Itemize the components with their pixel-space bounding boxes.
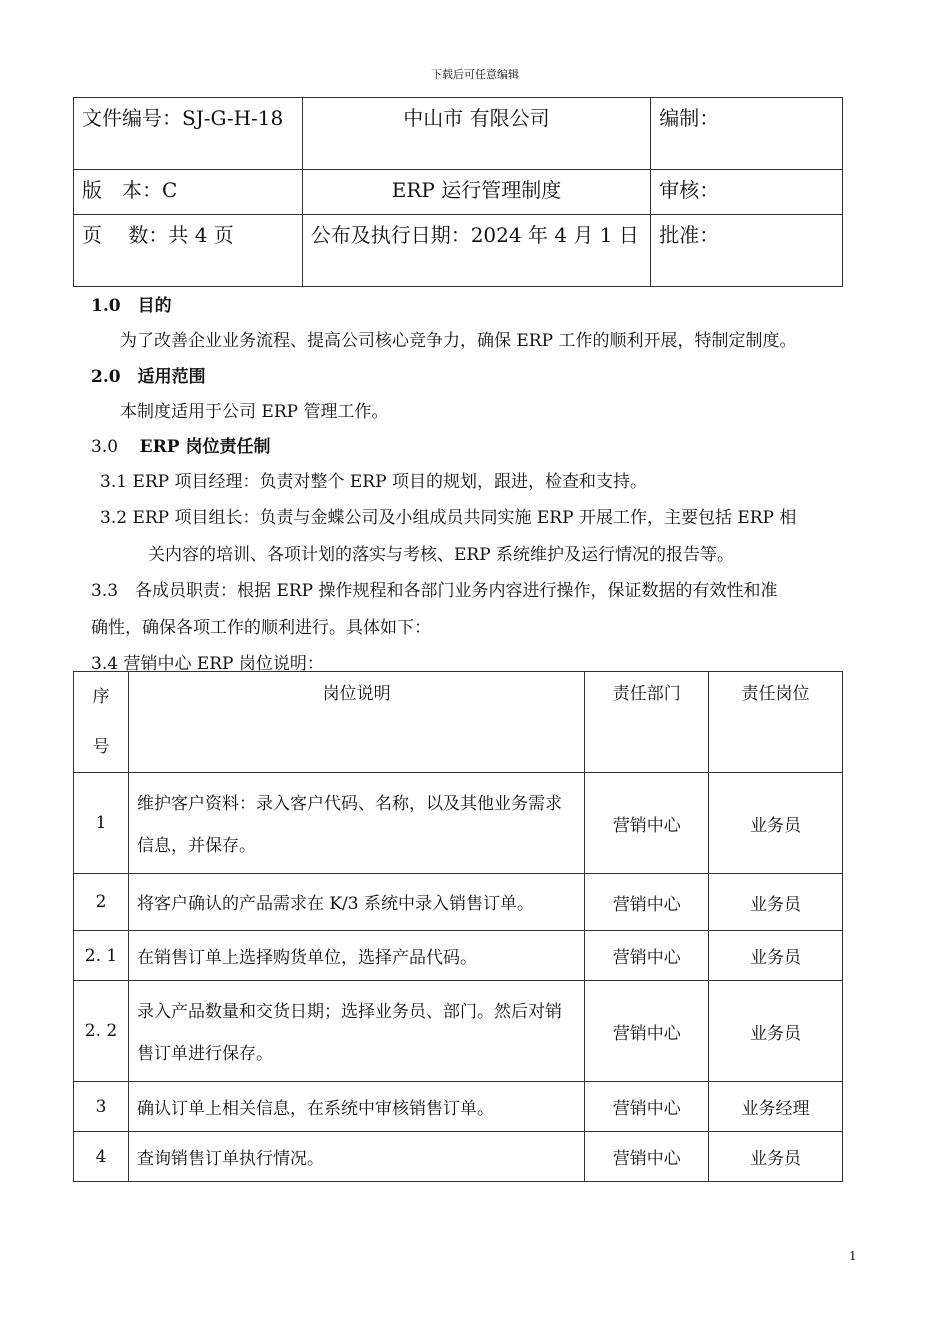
approved-by: 批准： bbox=[651, 215, 843, 287]
header-seq-line-1: 序 bbox=[92, 687, 110, 707]
row-desc: 查询销售订单执行情况。 bbox=[128, 1132, 584, 1182]
page-count: 页 数：共 4 页 bbox=[74, 215, 303, 287]
section-2-text: 本制度适用于公司 ERP 管理工作。 bbox=[120, 402, 389, 422]
section-2-heading: 2.0 适用范围 bbox=[91, 367, 206, 387]
row-dept: 营销中心 bbox=[585, 1082, 709, 1132]
row-seq: 1 bbox=[74, 773, 129, 874]
row-dept: 营销中心 bbox=[585, 874, 709, 931]
top-note: 下载后可任意编辑 bbox=[431, 68, 519, 81]
row-post: 业务员 bbox=[709, 773, 843, 874]
file-number: 文件编号：SJ-G-H-18 bbox=[74, 98, 303, 170]
row-seq: 2. 1 bbox=[74, 931, 129, 981]
duty-table bbox=[73, 671, 843, 1182]
row-desc: 在销售订单上选择购货单位，选择产品代码。 bbox=[128, 931, 584, 981]
section-1-text: 为了改善企业业务流程、提高公司核心竞争力，确保 ERP 工作的顺利开展，特制定制度。 bbox=[120, 331, 797, 351]
table-row bbox=[74, 981, 843, 1082]
table-row bbox=[74, 874, 843, 931]
section-3-heading bbox=[91, 432, 270, 457]
row-dept: 营销中心 bbox=[585, 981, 709, 1082]
section-3-3-line-2: 确性，确保各项工作的顺利进行。具体如下： bbox=[91, 618, 431, 638]
section-3-4: 3.4 营销中心 ERP 岗位说明： bbox=[91, 654, 324, 674]
header-dept: 责任部门 bbox=[585, 672, 709, 773]
section-3-title: ERP 岗位责任制 bbox=[139, 437, 271, 457]
row-desc: 录入产品数量和交货日期；选择业务员、部门。然后对销售订单进行保存。 bbox=[128, 981, 584, 1082]
table-row bbox=[74, 931, 843, 981]
row-desc: 维护客户资料：录入客户代码、名称，以及其他业务需求信息，并保存。 bbox=[128, 773, 584, 874]
table-header-row bbox=[74, 672, 843, 773]
section-3-2-line-1: 3.2 ERP 项目组长：负责与金蝶公司及小组成员共同实施 ERP 开展工作，主要包括 ERP 相 bbox=[100, 508, 797, 528]
row-dept: 营销中心 bbox=[585, 1132, 709, 1182]
row-post: 业务员 bbox=[709, 1132, 843, 1182]
row-post: 业务员 bbox=[709, 931, 843, 981]
table-row bbox=[74, 1082, 843, 1132]
reviewed-by: 审核： bbox=[651, 170, 843, 215]
row-post: 业务员 bbox=[709, 981, 843, 1082]
row-seq: 2 bbox=[74, 874, 129, 931]
page-number: 1 bbox=[849, 1249, 857, 1263]
effective-date: 公布及执行日期：2024 年 4 月 1 日 bbox=[302, 215, 651, 287]
row-dept: 营销中心 bbox=[585, 931, 709, 981]
header-seq-line-2: 号 bbox=[92, 737, 110, 757]
row-post: 业务经理 bbox=[709, 1082, 843, 1132]
header-seq bbox=[74, 672, 129, 773]
row-desc: 确认订单上相关信息，在系统中审核销售订单。 bbox=[128, 1082, 584, 1132]
header-post: 责任岗位 bbox=[709, 672, 843, 773]
row-desc: 将客户确认的产品需求在 K/3 系统中录入销售订单。 bbox=[128, 874, 584, 931]
row-post: 业务员 bbox=[709, 874, 843, 931]
table-row bbox=[74, 773, 843, 874]
section-3-1: 3.1 ERP 项目经理：负责对整个 ERP 项目的规划，跟进，检查和支持。 bbox=[100, 472, 647, 492]
row-seq: 4 bbox=[74, 1132, 129, 1182]
document-header-table bbox=[73, 97, 843, 287]
version: 版 本：C bbox=[74, 170, 303, 215]
table-row bbox=[74, 1132, 843, 1182]
section-3-number: 3.0 bbox=[91, 437, 119, 457]
row-dept: 营销中心 bbox=[585, 773, 709, 874]
header-desc: 岗位说明 bbox=[128, 672, 584, 773]
row-seq: 2. 2 bbox=[74, 981, 129, 1082]
section-3-3-line-1: 3.3 各成员职责：根据 ERP 操作规程和各部门业务内容进行操作，保证数据的有效性和准 bbox=[91, 581, 778, 601]
prepared-by: 编制： bbox=[651, 98, 843, 170]
document-title: ERP 运行管理制度 bbox=[302, 170, 651, 215]
row-seq: 3 bbox=[74, 1082, 129, 1132]
section-1-heading: 1.0 目的 bbox=[91, 296, 172, 316]
section-3-2-line-2: 关内容的培训、各项计划的落实与考核、ERP 系统维护及运行情况的报告等。 bbox=[148, 545, 735, 565]
company-name: 中山市 有限公司 bbox=[302, 98, 651, 170]
